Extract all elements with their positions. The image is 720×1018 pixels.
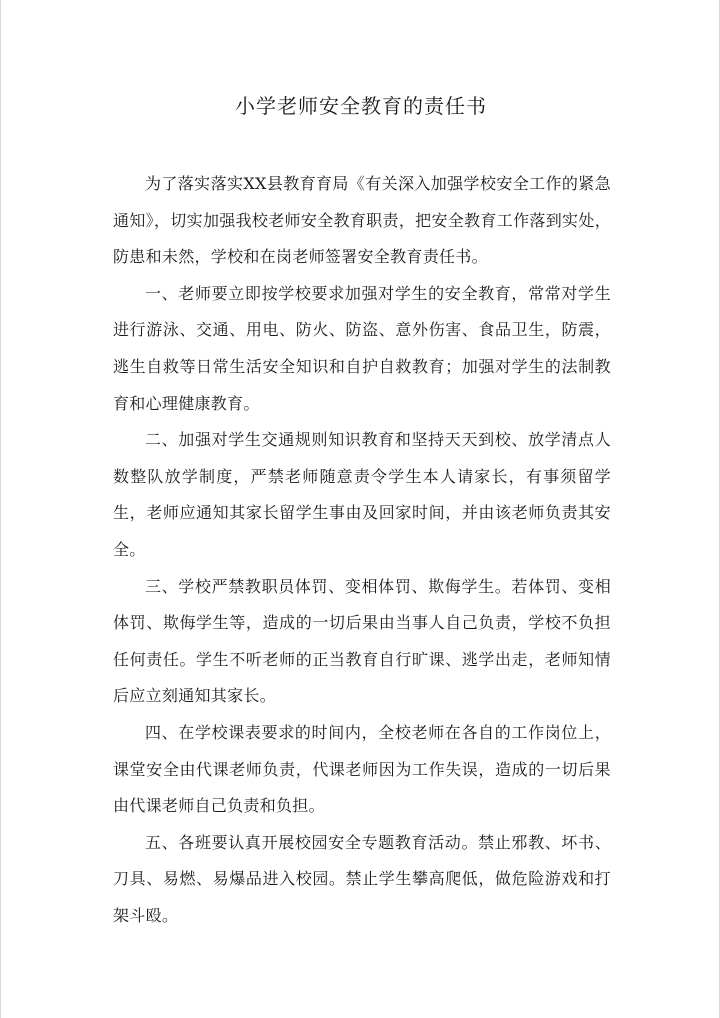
paragraph-item-1: 一、老师要立即按学校要求加强对学生的安全教育，常常对学生进行游泳、交通、用电、防火、防盗、意外伤害、食品卫生，防震，逃生自救等日常生活安全知识和自护自救教育；加强对学生的法制教育和心理健康教育。 bbox=[113, 283, 611, 413]
paragraph-item-5: 五、各班要认真开展校园安全专题教育活动。禁止邪教、坏书、刀具、易燃、易爆品进入校园。禁止学生攀高爬低，做危险游戏和打架斗殴。 bbox=[113, 832, 611, 925]
document-body bbox=[113, 166, 611, 934]
paragraph-item-2: 二、加强对学生交通规则知识教育和坚持天天到校、放学清点人数整队放学制度，严禁老师随意责令学生本人请家长，有事须留学生，老师应通知其家长留学生事由及回家时间，并由该老师负责其安全。 bbox=[113, 430, 611, 559]
paragraph-item-4: 四、在学校课表要求的时间内，全校老师在各自的工作岗位上，课堂安全由代课老师负责，代课老师因为工作失误，造成的一切后果由代课老师自己负责和负担。 bbox=[113, 722, 611, 816]
paragraph-intro: 为了落实落实XX县教育育局《有关深入加强学校安全工作的紧急通知》，切实加强我校老师安全教育职责，把安全教育工作落到实处，防患和未然，学校和在岗老师签署安全教育责任书。 bbox=[113, 174, 611, 267]
paragraph-item-3: 三、学校严禁教职员体罚、变相体罚、欺侮学生。若体罚、变相体罚、欺侮学生等，造成的一切后果由当事人自己负责，学校不负担任何责任。学生不听老师的正当教育自行旷课、逃学出走，老师知情后应立刻通知其家长。 bbox=[113, 576, 611, 706]
document-title: 小学老师安全教育的责任书 bbox=[235, 94, 487, 118]
